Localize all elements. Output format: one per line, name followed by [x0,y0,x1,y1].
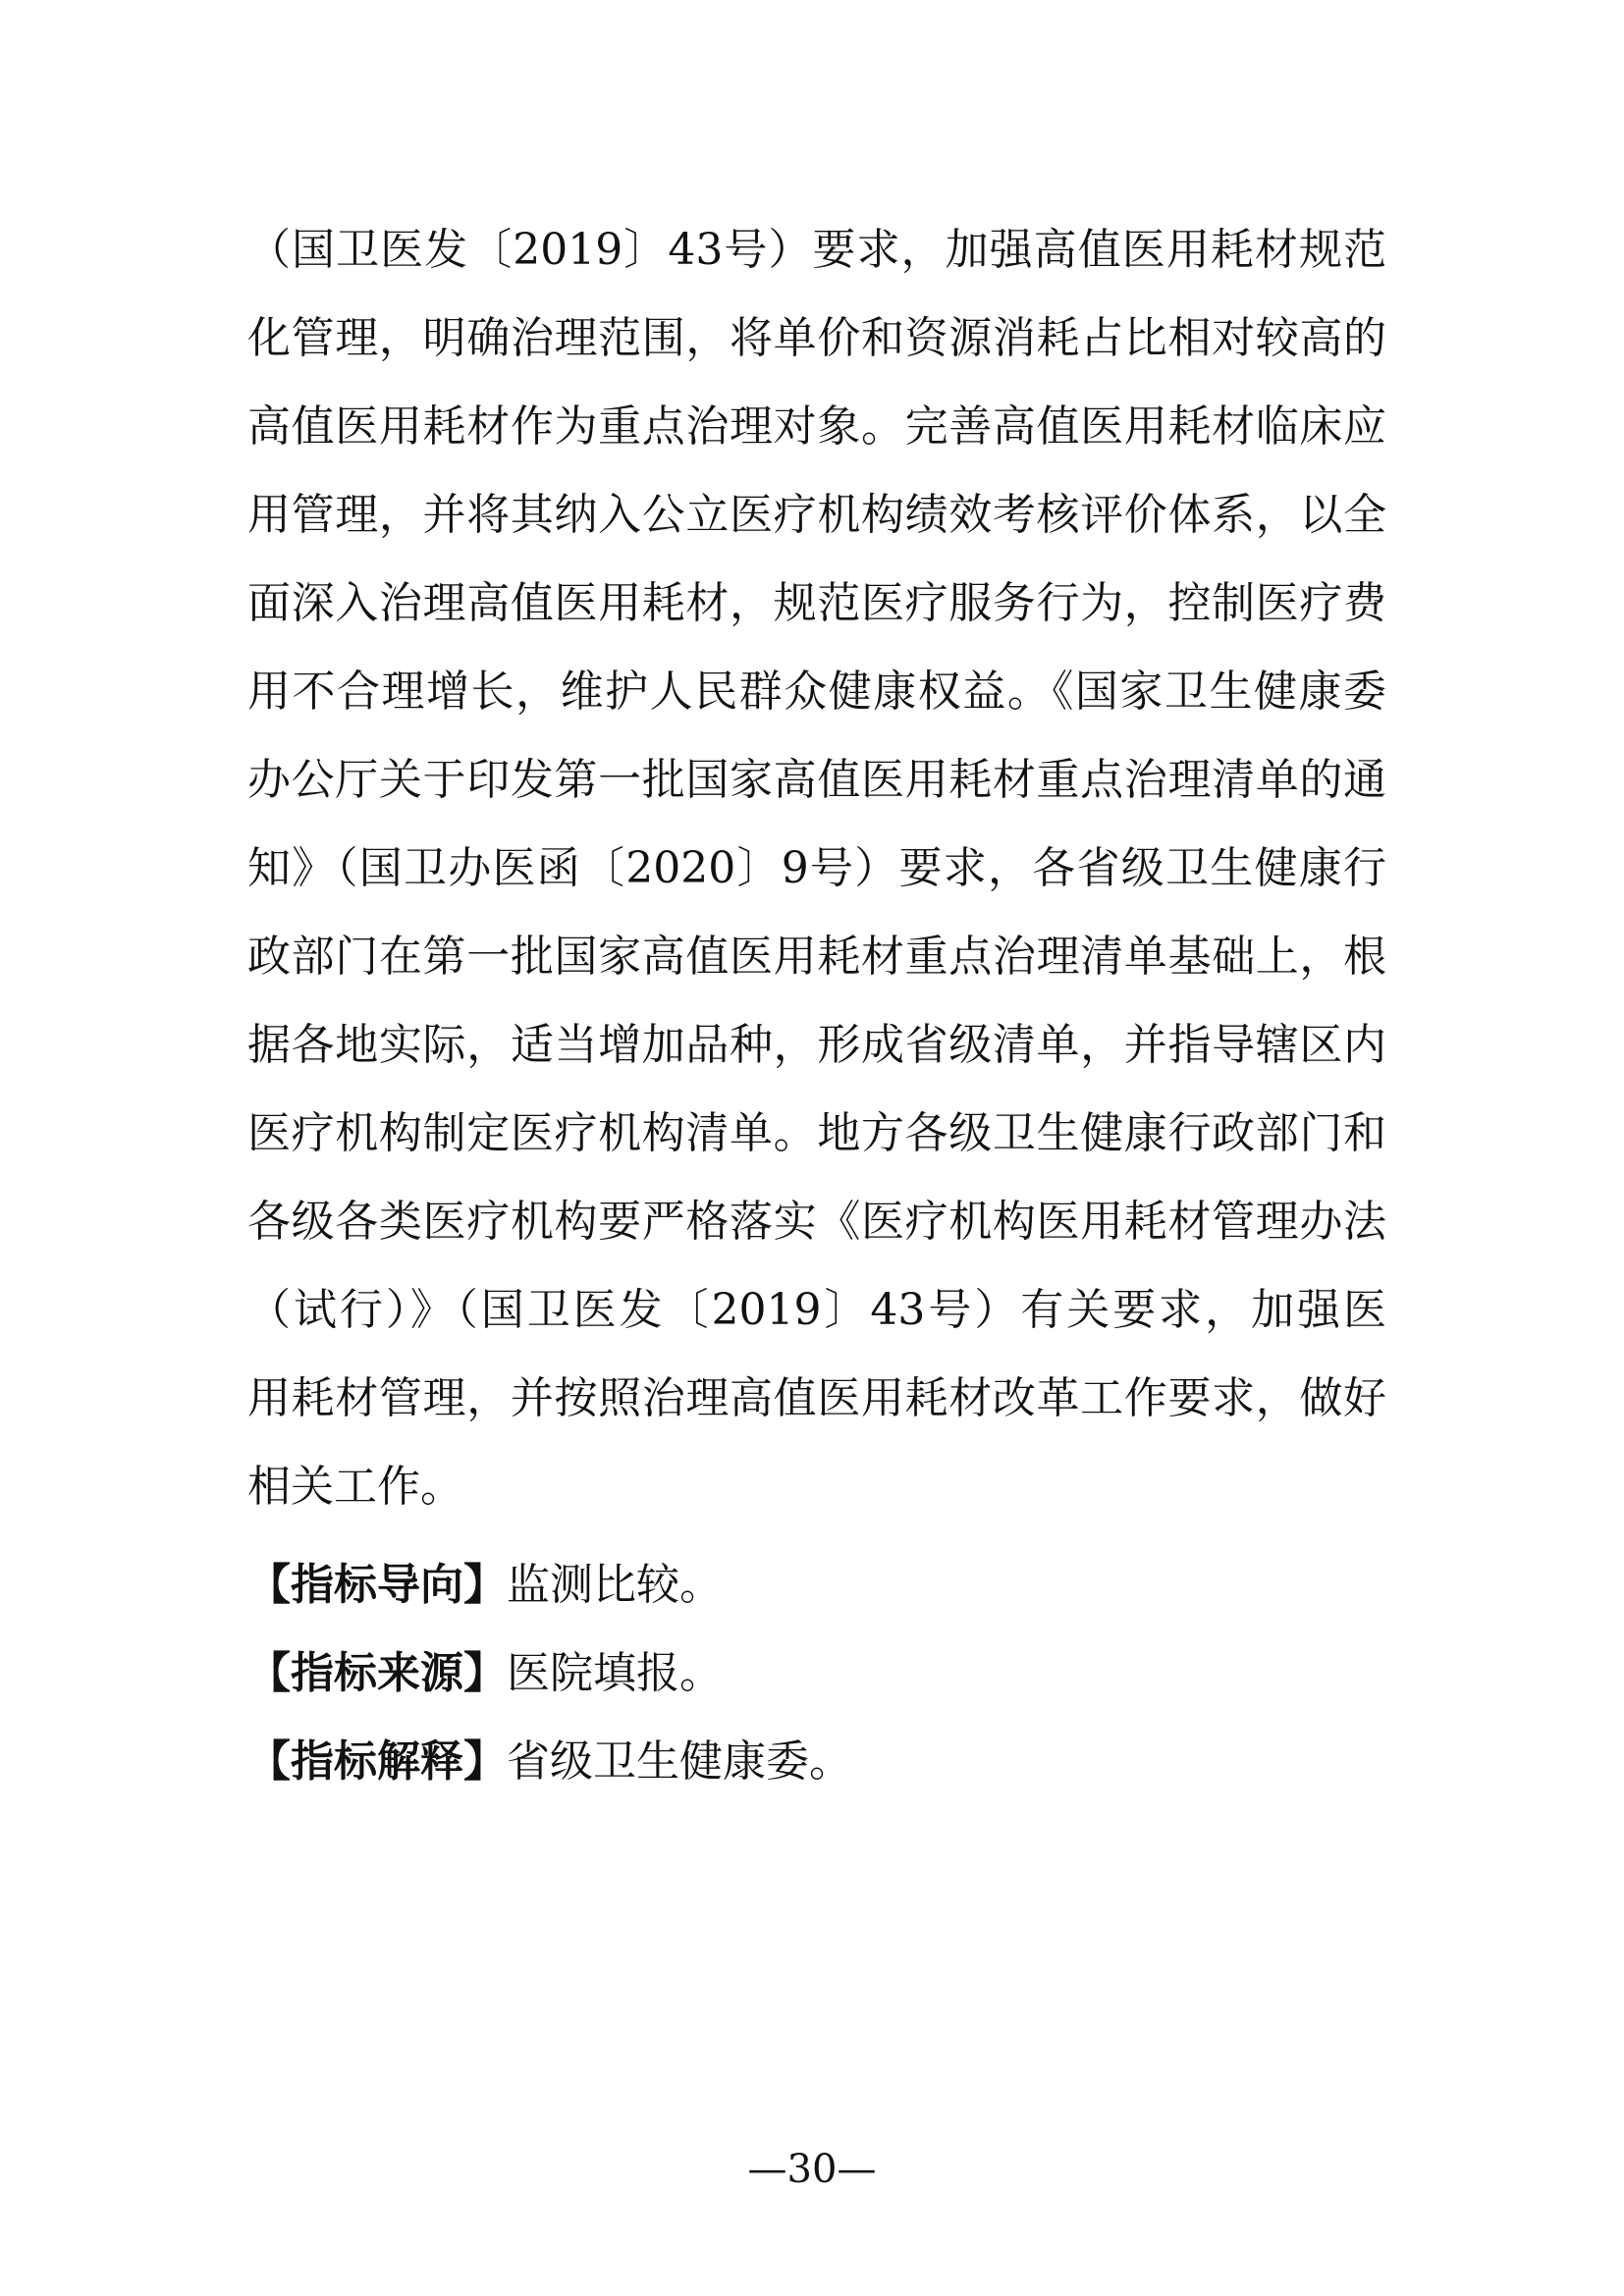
body-line-15: 相关工作。 [247,1462,463,1512]
indicator-explanation-value: 省级卫生健康委。 [507,1736,852,1787]
body-line-1: （国卫医发〔2019〕43号）要求，加强高值医用耗材规范 [247,225,1386,275]
body-line-6: 用不合理增长，维护人民群众健康权益。《国家卫生健康委 [247,667,1386,717]
indicator-source-value: 医院填报。 [507,1648,723,1698]
body-paragraph [247,206,1386,1531]
body-line-11: 医疗机构制定医疗机构清单。地方各级卫生健康行政部门和 [247,1108,1386,1158]
body-line-13: （试行）》（国卫医发〔2019〕43号）有关要求，加强医 [247,1285,1386,1335]
body-line-3: 高值医用耗材作为重点治理对象。完善高值医用耗材临床应 [247,401,1386,452]
body-line-8: 知》（国卫办医函〔2020〕9号）要求，各省级卫生健康行 [247,843,1386,893]
body-line-10: 据各地实际，适当增加品种，形成省级清单，并指导辖区内 [247,1020,1386,1070]
body-line-5: 面深入治理高值医用耗材，规范医疗服务行为，控制医疗费 [247,578,1386,628]
body-line-14: 用耗材管理，并按照治理高值医用耗材改革工作要求，做好 [247,1373,1386,1423]
body-line-7: 办公厅关于印发第一批国家高值医用耗材重点治理清单的通 [247,755,1386,805]
body-line-4: 用管理，并将其纳入公立医疗机构绩效考核评价体系，以全 [247,490,1386,540]
body-line-9: 政部门在第一批国家高值医用耗材重点治理清单基础上，根 [247,932,1386,982]
indicator-source-label: 【指标来源】 [247,1648,507,1698]
indicator-direction-value: 监测比较。 [507,1560,723,1610]
body-line-12: 各级各类医疗机构要严格落实《医疗机构医用耗材管理办法 [247,1197,1386,1247]
indicator-direction-label: 【指标导向】 [247,1560,507,1610]
body-line-2: 化管理，明确治理范围，将单价和资源消耗占比相对较高的 [247,313,1386,363]
indicator-direction [247,1541,1386,1629]
page-number: —30— [747,2147,877,2192]
indicator-source [247,1629,1386,1718]
indicator-explanation-label: 【指标解释】 [247,1736,507,1787]
indicator-explanation [247,1718,1386,1806]
